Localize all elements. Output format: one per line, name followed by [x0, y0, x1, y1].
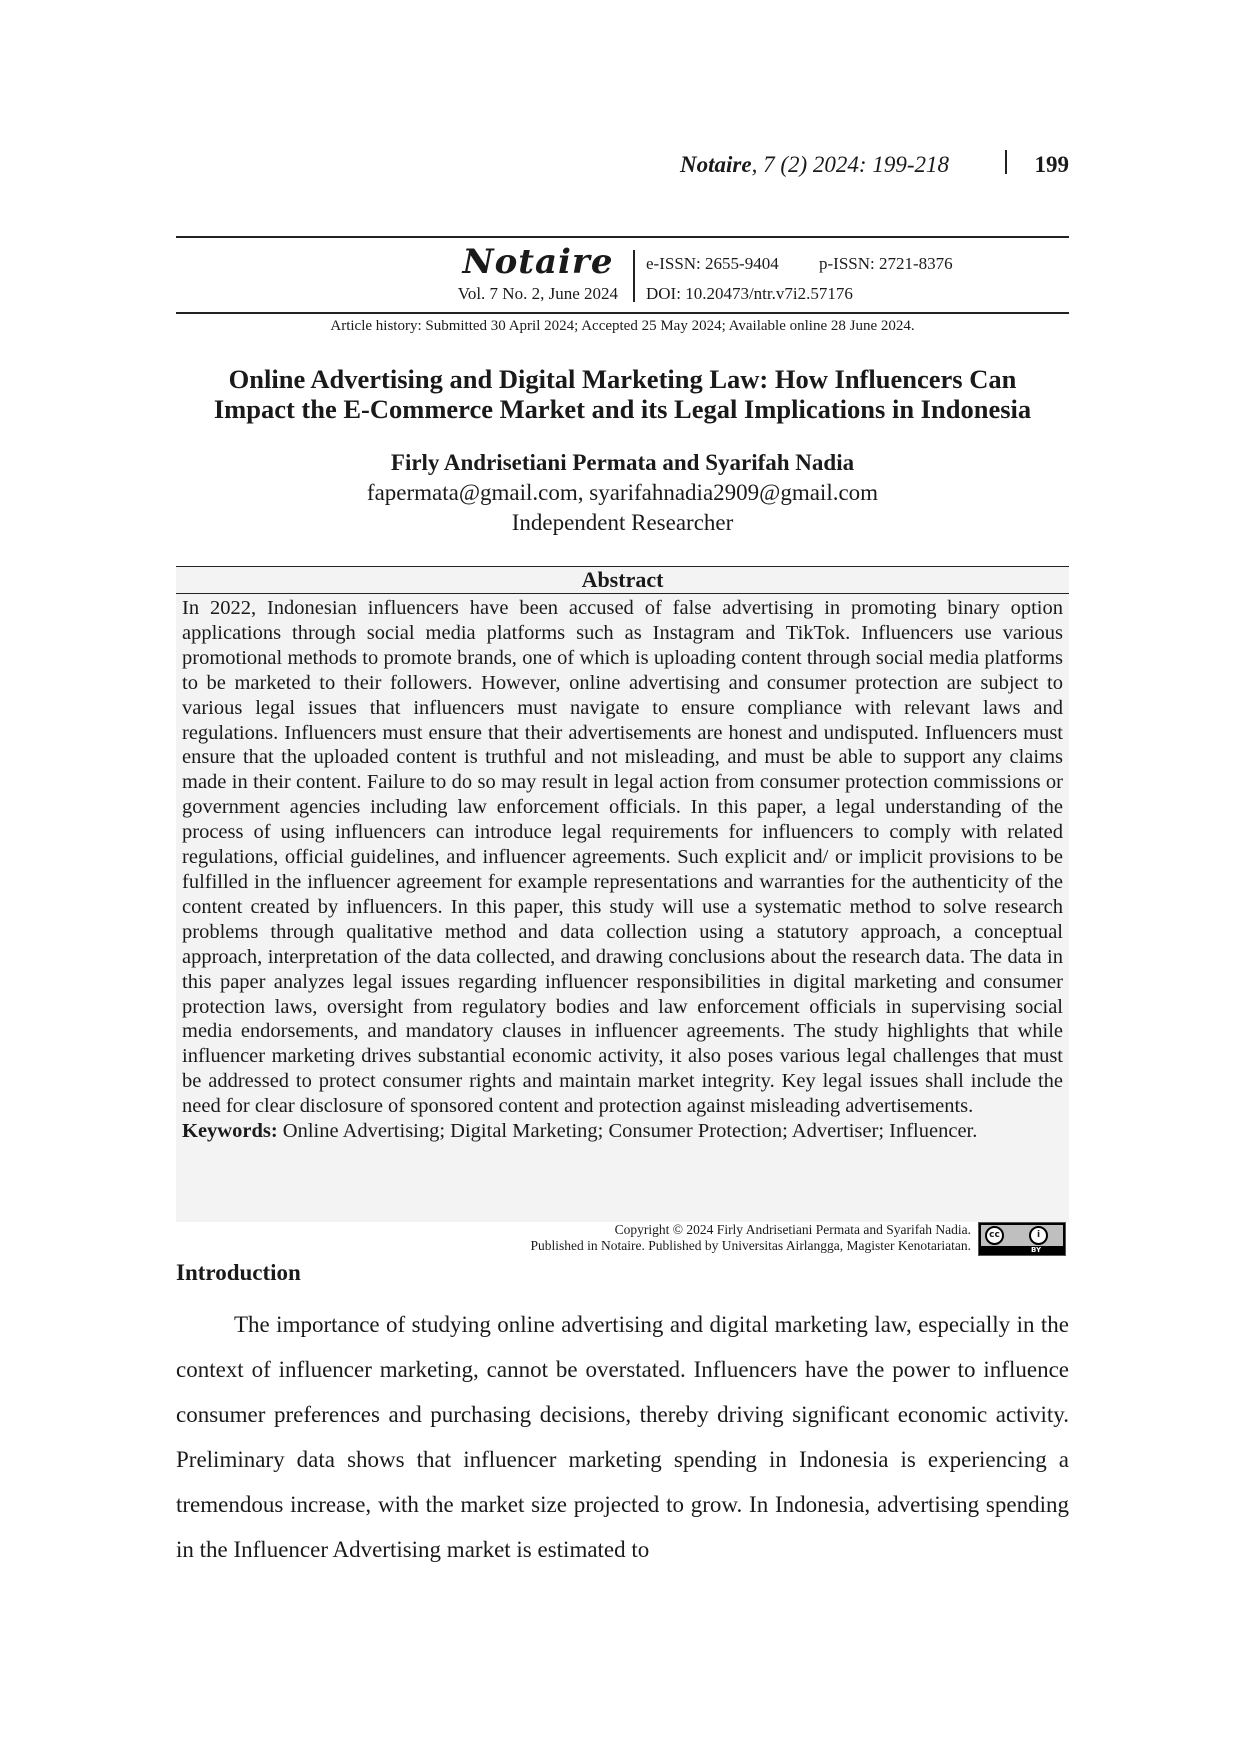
keywords [176, 1119, 1069, 1143]
cc-badge-band [981, 1225, 1063, 1246]
abstract-text: In 2022, Indonesian influencers have been accused of false advertising in promoting binary option applications through social media platforms such as Instagram and TikTok. Influencers use various promotional methods to promote brands, one of which is uploading content through social media platforms to be marketed to their followers. However, online advertising and consumer protection are subject to various legal issues that influencers must navigate to ensure compliance with relevant laws and regulations. Influencers must ensure that their advertisements are honest and undisputed. Influencers must ensure that the uploaded content is truthful and not misleading, and must be able to support any claims made in their content. Failure to do so may result in legal action from consumer protection commissions or government agencies including law enforcement officials. In this paper, a legal understanding of the process of using influencers can introduce legal requirements for influencers to comply with related regulations, official guidelines, and influencer agreements. Such explicit and/ or implicit provisions to be fulfilled in the influencer agreement for example representations and warranties for the authenticity of the content created by influencers. In this paper, this study will use a systematic method to solve research problems through qualitative method and data collection using a statutory approach, a conceptual approach, interpretation of the data collected, and drawing conclusions about the research data. The data in this paper analyzes legal issues regarding influencer responsibilities in digital marketing and consumer protection laws, oversight from regulatory bodies and law enforcement officials in supervising social media endorsements, and mandatory clauses in influencer agreements. The study highlights that while influencer marketing drives substantial economic activity, it also poses various legal challenges that must be addressed to protect consumer rights and maintain market integrity. Key legal issues shall include the need for clear disclosure of sponsored content and protection against misleading advertisements. [182, 597, 1063, 1118]
keywords-list: Online Advertising; Digital Marketing; Consumer Protection; Advertiser; Influencer. [277, 1120, 978, 1143]
cc-by-license-badge[interactable] [978, 1222, 1066, 1256]
header-separator [1005, 150, 1007, 174]
authors: Firly Andrisetiani Permata and Syarifah Nadia [390, 450, 855, 475]
paper-title [176, 364, 1069, 424]
copyright-line-2: Published in Notaire. Published by Universitas Airlangga, Magister Kenotariatan. [530, 1238, 971, 1253]
p-issn: p-ISSN: 2721-8376 [819, 254, 953, 273]
copyright-notice [176, 1222, 971, 1254]
running-head [176, 152, 1069, 182]
author-emails[interactable]: fapermata@gmail.com, syarifahnadia2909@gmail.com [366, 480, 879, 505]
attribution-icon: i [1029, 1226, 1048, 1245]
journal-name: Notaire [680, 152, 752, 177]
doi-link[interactable]: DOI: 10.20473/ntr.v7i2.57176 [646, 284, 853, 303]
citation [680, 152, 949, 178]
introduction-text: The importance of studying online advertising and digital marketing law, especially in the context of influencer marketing, cannot be overstated. Influencers have the power to influence consumer preferences and purchasing decisions, thereby driving significant economic activity. Preliminary data shows that influencer marketing spending in Indonesia is experiencing a tremendous increase, with the market size projected to grow. In Indonesia, advertising spending in the Influencer Advertising market is estimated to [176, 1312, 1069, 1562]
journal-logo: Notaire [462, 242, 614, 282]
abstract-heading: Abstract [176, 567, 1069, 594]
article-history: Article history: Submitted 30 April 2024; Accepted 25 May 2024; Available online 28 June 2024. [330, 318, 915, 334]
citation-detail: , 7 (2) 2024: 199-218 [751, 152, 949, 177]
abstract-box [176, 566, 1069, 1222]
e-issn: e-ISSN: 2655-9404 [646, 254, 779, 273]
introduction-heading: Introduction [176, 1260, 301, 1285]
copyright-line-1: Copyright © 2024 Firly Andrisetiani Permata and Syarifah Nadia. [614, 1222, 971, 1237]
page-number: 199 [1034, 152, 1069, 177]
cc-icon: cc [985, 1226, 1004, 1245]
affiliation: Independent Researcher [511, 510, 734, 535]
keywords-label: Keywords: [182, 1120, 278, 1143]
masthead [176, 236, 1069, 314]
volume-info: Vol. 7 No. 2, June 2024 [457, 284, 618, 303]
title-line-1: Online Advertising and Digital Marketing Law: How Influencers Can [228, 364, 1017, 394]
masthead-divider [633, 250, 635, 302]
title-line-2: Impact the E-Commerce Market and its Legal Implications in Indonesia [213, 394, 1032, 424]
cc-by-label: BY [1031, 1246, 1042, 1254]
